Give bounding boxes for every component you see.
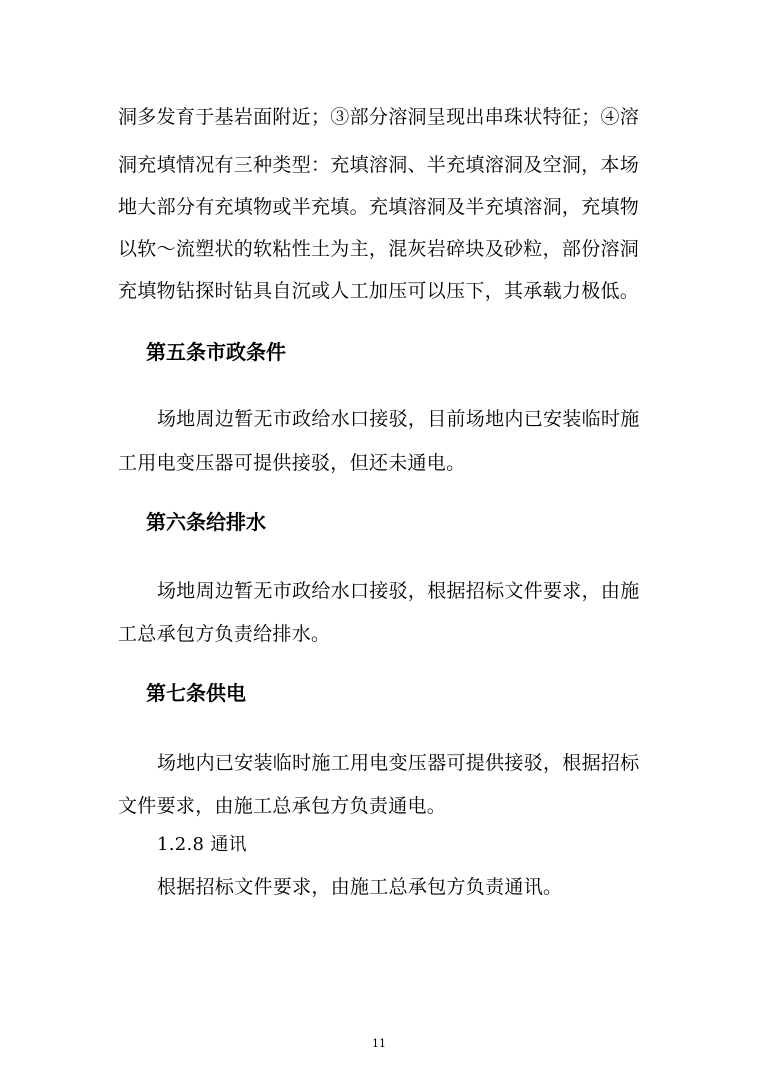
paragraph-line: 充填物钻探时钻具自沉或人工加压可以压下，其承载力极低。 bbox=[118, 280, 640, 302]
paragraph-line: 文件要求，由施工总承包方负责通电。 bbox=[118, 795, 447, 817]
page-number: 11 bbox=[372, 1037, 386, 1050]
paragraph-line: 以软～流塑状的软粘性土为主，混灰岩碎块及砂粒，部份溶洞 bbox=[118, 238, 640, 260]
paragraph-line: 洞充填情况有三种类型：充填溶洞、半充填溶洞及空洞，本场 bbox=[118, 154, 640, 176]
paragraph-line: 洞多发育于基岩面附近；③部分溶洞呈现出串珠状特征；④溶 bbox=[118, 106, 640, 128]
section-heading-5: 第五条市政条件 bbox=[146, 340, 286, 364]
paragraph-line: 场地周边暂无市政给水口接驳，根据招标文件要求，由施 bbox=[157, 580, 640, 602]
subsection-heading-comm: 1.2.8 通讯 bbox=[157, 834, 247, 855]
section-heading-6: 第六条给排水 bbox=[146, 510, 266, 534]
paragraph-line: 场地内已安装临时施工用电变压器可提供接驳，根据招标 bbox=[157, 752, 640, 774]
paragraph-line: 地大部分有充填物或半充填。充填溶洞及半充填溶洞，充填物 bbox=[118, 196, 640, 218]
paragraph-line: 工用电变压器可提供接驳，但还未通电。 bbox=[118, 452, 466, 474]
paragraph-line: 场地周边暂无市政给水口接驳，目前场地内已安装临时施 bbox=[157, 408, 640, 430]
paragraph-line: 根据招标文件要求，由施工总承包方负责通讯。 bbox=[157, 876, 563, 898]
section-heading-7: 第七条供电 bbox=[146, 681, 246, 705]
paragraph-line: 工总承包方负责给排水。 bbox=[118, 623, 331, 645]
